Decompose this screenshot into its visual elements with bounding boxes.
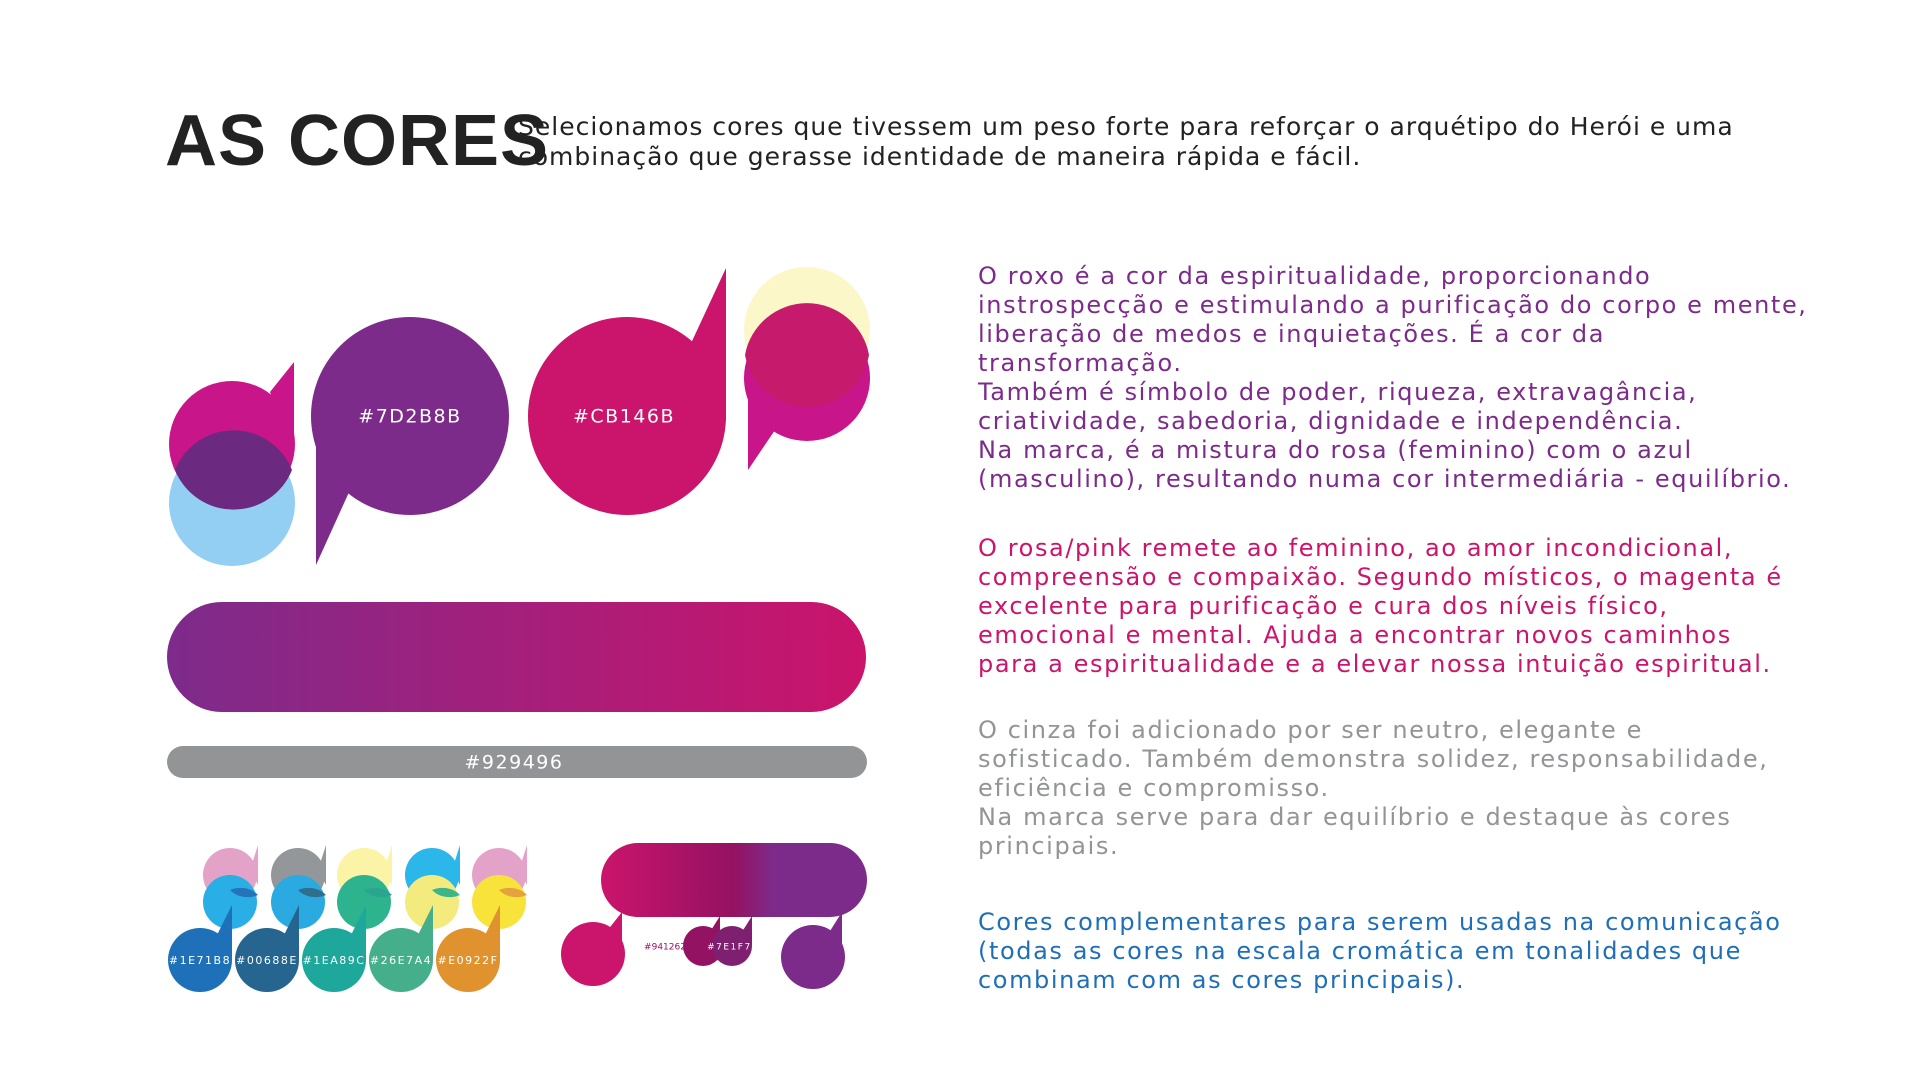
- gradient-bar: [167, 602, 866, 712]
- complementary-description: Cores complementares para serem usadas na comunicação (todas as cores na escala cromática em tonalidades que combinam com as cores principais).: [978, 908, 1782, 994]
- purple-hex-label: #7D2B8B: [358, 405, 462, 428]
- pink-hex-label: #CB146B: [572, 405, 676, 428]
- gray-description: O cinza foi adicionado por ser neutro, elegante e sofisticado. Também demonstra solidez, responsabilidade, eficiência e compromisso. Na marca serve para dar equilíbrio e destaque às cores principais.: [978, 716, 1769, 860]
- complementary-label-4: #26E7A4: [369, 954, 433, 967]
- secondary-gradient-group: [561, 843, 867, 989]
- logo-d-overlap-shape: [169, 362, 295, 566]
- complementary-label-3: #1EA89C: [302, 954, 366, 967]
- pink-description: O rosa/pink remete ao feminino, ao amor incondicional, compreensão e compaixão. Segundo místicos, o magenta é excelente para purificação e cura dos níveis físico, emocional e mental. Ajuda a encontrar novos caminhos para a espiritualidade e a elevar nossa intuição espiritual.: [978, 534, 1783, 678]
- logo-p-overlap-shape: [744, 267, 870, 470]
- page-title: AS CORES: [165, 101, 550, 181]
- purple-description: O roxo é a cor da espiritualidade, proporcionando instrospecção e estimulando a purificação do corpo e mente, liberação de medos e inquietações. É a cor da transformação. Também é símbolo de poder, riqueza, extravagância, criatividade, sabedoria, dignidade e independência. Na marca, é a mistura do rosa (feminino) com o azul (masculino), resultando numa cor intermediária - equilíbrio.: [978, 262, 1808, 493]
- complementary-label-1: #1E71B8: [168, 954, 232, 967]
- intro-text: Selecionamos cores que tivessem um peso forte para reforçar o arquétipo do Herói e uma combinação que gerasse identidade de maneira rápida e fácil.: [518, 112, 1734, 171]
- secondary-label-1: #941262: [644, 942, 686, 953]
- purple-bubble-swatch: [311, 317, 509, 565]
- complementary-label-5: #E0922F: [437, 954, 499, 967]
- complementary-label-2: #00688E: [236, 954, 298, 967]
- pink-bubble-swatch: [528, 268, 726, 515]
- gray-hex-label: #929496: [464, 751, 564, 774]
- secondary-label-2: #7E1F70: [707, 942, 759, 953]
